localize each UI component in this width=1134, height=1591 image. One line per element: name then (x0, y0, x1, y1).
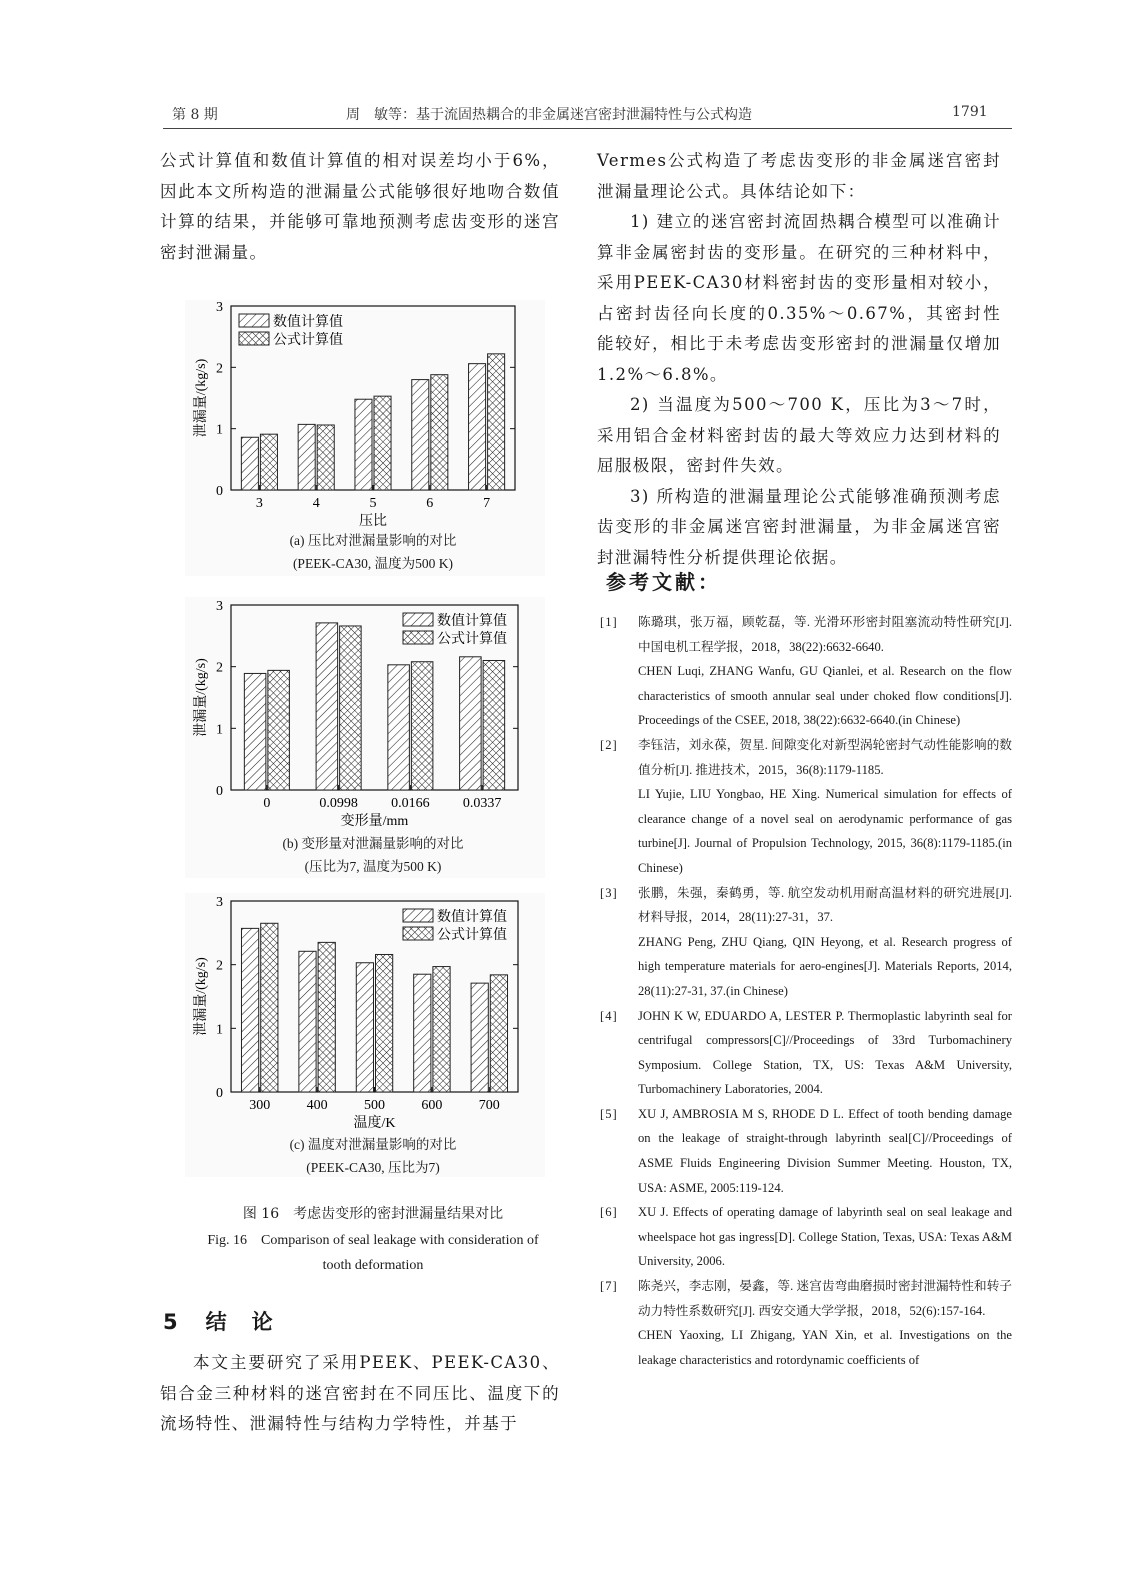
x-tick-label: 500 (364, 1098, 385, 1113)
legend-label: 公式计算值 (273, 333, 343, 348)
bar (317, 425, 334, 490)
legend-label: 数值计算值 (437, 614, 507, 629)
right-p3: 2) 当温度为500～700 K，压比为3～7时，采用铝合金材料密封齿的最大等效应力达到材料的屈服极限，密封件失效。 (597, 395, 1001, 475)
bar (241, 928, 258, 1092)
reference-body (638, 1274, 1012, 1372)
reference-body (638, 1102, 1012, 1200)
right-p2: 1) 建立的迷宫密封流固热耦合模型可以准确计算非金属密封齿的变形量。在研究的三种材料中，采用PEEK-CA30材料密封齿的变形量相对较小，占密封齿径向长度的0.35%～0.67%，其密封性能较好，相比于未考虑齿变形密封的泄漏量仅增加1.2%～6.8%。 (597, 212, 1001, 384)
running-title: 周 敏等：基于流固热耦合的非金属迷宫密封泄漏特性与公式构造 (346, 107, 752, 123)
chart-c-caption-1: (c) 温度对泄漏量影响的对比 (289, 1137, 457, 1152)
bar (412, 380, 429, 490)
legend-swatch (239, 332, 269, 345)
y-tick-label: 1 (216, 722, 223, 738)
bar (316, 623, 338, 790)
reference-item (600, 1200, 1012, 1274)
figure-caption-cn: 图 16 考虑齿变形的密封泄漏量结果对比 (242, 1206, 504, 1222)
reference-number: [4] (600, 1008, 618, 1023)
x-tick-label: 0.0337 (462, 796, 502, 811)
reference-body (638, 1200, 1012, 1274)
bar (490, 975, 507, 1092)
bar (411, 662, 433, 790)
section-heading (163, 1306, 275, 1336)
reference-cn: 陈璐琪，张万福，顾乾磊，等. 光滑环形密封阻塞流动特性研究[J]. 中国电机工程学报，2018，38(22):6632-6640. (638, 615, 1012, 654)
y-tick-label: 3 (216, 599, 223, 614)
references-heading: 参考文献： (606, 570, 721, 594)
reference-item (600, 1274, 1012, 1372)
y-tick-label: 1 (216, 422, 223, 438)
bar (241, 437, 258, 490)
left-top-paragraph (160, 146, 560, 268)
y-tick-label: 0 (216, 1086, 223, 1101)
bar (374, 396, 391, 490)
legend-label: 数值计算值 (273, 315, 343, 330)
bar (260, 434, 277, 490)
chart-c (185, 893, 545, 1131)
chart-a (185, 300, 545, 528)
legend-label: 公式计算值 (437, 632, 507, 647)
bar (460, 657, 482, 790)
bar (488, 354, 505, 490)
y-axis-label: 泄漏量/(kg/s) (194, 957, 209, 1036)
y-tick-label: 2 (216, 958, 223, 974)
conclusion-intro-text: 本文主要研究了采用PEEK、PEEK-CA30、铝合金三种材料的迷宫密封在不同压比、温度下的流场特性、泄漏特性与结构力学特性，并基于 (160, 1353, 560, 1433)
bar (483, 661, 505, 791)
y-tick-label: 2 (216, 361, 223, 377)
bar (433, 967, 450, 1092)
bar (244, 673, 266, 790)
x-tick-label: 5 (369, 496, 377, 511)
bar (431, 375, 448, 490)
page-number: 1791 (952, 104, 988, 120)
reference-en: ZHANG Peng, ZHU Qiang, QIN Heyong, et al. Research progress of high temperature materials for aero-engines[J]. Materials Reports, 2014, 28(11):27-31, 37.(in Chinese) (638, 934, 1012, 998)
reference-body (638, 610, 1012, 733)
left-paragraph-text: 公式计算值和数值计算值的相对误差均小于6%，因此本文所构造的泄漏量公式能够很好地吻合数值计算的结果，并能够可靠地预测考虑齿变形的迷宫密封泄漏量。 (160, 151, 560, 262)
issue-label: 第 8 期 (172, 107, 218, 123)
x-tick-label: 0.0998 (319, 796, 358, 811)
reference-en: XU J, AMBROSIA M S, RHODE D L. Effect of tooth bending damage on the leakage of straight-through labyrinth seal[C]//Proceedings of ASME Fluids Engineering Division Summer Meeting. Houston, TX, USA: ASME, 2005:119-124. (638, 1106, 1012, 1195)
reference-number: [6] (600, 1205, 618, 1220)
reference-cn: 李钰洁，刘永葆，贺星. 间隙变化对新型涡轮密封气动性能影响的数值分析[J]. 推进技术，2015，36(8):1179-1185. (638, 737, 1012, 777)
reference-item (600, 1004, 1012, 1102)
legend-swatch (403, 927, 433, 940)
chart-b-caption-1: (b) 变形量对泄漏量影响的对比 (282, 836, 464, 851)
chart-a-caption-1: (a) 压比对泄漏量影响的对比 (289, 533, 457, 548)
reference-list (600, 610, 1012, 1372)
chart-c-caption-2: (PEEK-CA30, 压比为7) (306, 1160, 440, 1175)
bar (355, 399, 372, 490)
right-p1: Vermes公式构造了考虑齿变形的非金属迷宫密封泄漏量理论公式。具体结论如下： (597, 151, 1001, 201)
x-tick-label: 0 (263, 796, 271, 811)
legend-label: 公式计算值 (437, 928, 507, 943)
reference-en: LI Yujie, LIU Yongbao, HE Xing. Numerical simulation for effects of clearance change of a novel seal on aerodynamic performance of gas turbine[J]. Journal of Propulsion Technology, 2015, 36(8):1179-1185.(in Chinese) (638, 787, 1012, 875)
bar (261, 923, 278, 1092)
reference-item (600, 881, 1012, 1004)
reference-en: CHEN Luqi, ZHANG Wanfu, GU Qianlei, et al. Research on the flow characteristics of smooth annular seal under choked flow conditions[J]. Proceedings of the CSEE, 2018, 38(22):6632-6640.(in Chinese) (638, 664, 1012, 728)
x-tick-label: 6 (426, 496, 434, 511)
x-axis-label: 压比 (359, 514, 387, 528)
reference-number: [5] (600, 1106, 618, 1121)
reference-item (600, 610, 1012, 733)
conclusion-intro (160, 1348, 560, 1440)
right-p4: 3) 所构造的泄漏量理论公式能够准确预测考虑齿变形的非金属迷宫密封泄漏量，为非金属迷宫密封泄漏特性分析提供理论依据。 (597, 486, 1001, 567)
bar (298, 424, 315, 490)
reference-en: CHEN Yaoxing, LI Zhigang, YAN Xin, et al. Investigations on the leakage characteristics and rotordynamic coefficients of (638, 1328, 1012, 1367)
reference-number: [7] (600, 1279, 618, 1294)
bar (388, 665, 410, 790)
x-tick-label: 0.0166 (391, 796, 430, 811)
figure-caption-en-2: tooth deformation (322, 1258, 424, 1273)
legend-swatch (403, 909, 433, 922)
x-tick-label: 300 (249, 1098, 271, 1113)
reference-cn: 陈尧兴，李志刚，晏鑫，等. 迷宫齿弯曲磨损时密封泄漏特性和转子动力特性系数研究[J]. 西安交通大学学报，2018，52(6):157-164. (638, 1279, 1012, 1318)
x-tick-label: 700 (478, 1098, 500, 1113)
x-tick-label: 3 (255, 496, 263, 511)
bar (414, 974, 431, 1092)
y-tick-label: 3 (216, 895, 223, 910)
x-tick-label: 4 (312, 496, 320, 511)
reference-cn: 张鹏，朱强，秦鹤勇，等. 航空发动机用耐高温材料的研究进展[J]. 材料导报，2014，28(11):27-31，37. (638, 885, 1012, 925)
x-tick-label: 400 (306, 1098, 328, 1113)
legend-swatch (239, 314, 269, 327)
bar (299, 951, 316, 1092)
right-column-text (597, 146, 1001, 573)
x-axis-label: 温度/K (353, 1116, 396, 1131)
bar (471, 983, 488, 1092)
bar (318, 942, 335, 1092)
y-tick-label: 3 (216, 300, 223, 315)
reference-body (638, 1004, 1012, 1102)
header-rule (163, 128, 1012, 129)
bar (356, 963, 373, 1092)
reference-en: XU J. Effects of operating damage of labyrinth seal on seal leakage and wheelspace hot gas ingress[D]. College Station, Texas, USA: Texas A&M University, 2006. (638, 1205, 1012, 1269)
chart-b-caption-2: (压比为7, 温度为500 K) (304, 859, 442, 874)
reference-item (600, 1102, 1012, 1200)
bar (340, 626, 362, 790)
section-number: 5 (163, 1310, 180, 1334)
figure-caption-en-1: Fig. 16 Comparison of seal leakage with consideration of (207, 1233, 539, 1248)
x-axis-label: 变形量/mm (340, 814, 409, 827)
y-tick-label: 0 (216, 484, 223, 499)
x-tick-label: 7 (483, 496, 491, 511)
chart-b (185, 597, 545, 827)
reference-en: JOHN K W, EDUARDO A, LESTER P. Thermoplastic labyrinth seal for centrifugal compressors[C]//Proceedings of 33rd Turbomachinery Symposium. College Station, TX, US: Texas A&M University, Turbomachinery Laboratories, 2004. (638, 1008, 1012, 1097)
legend-swatch (403, 613, 433, 626)
y-tick-label: 1 (216, 1022, 223, 1038)
y-tick-label: 2 (216, 660, 223, 676)
y-tick-label: 0 (216, 784, 223, 799)
bar (268, 670, 290, 790)
reference-number: [1] (600, 615, 618, 629)
reference-body (638, 733, 1012, 881)
section-title: 结 论 (205, 1310, 275, 1334)
reference-body (638, 881, 1012, 1004)
reference-number: [2] (600, 737, 618, 752)
legend-swatch (403, 631, 433, 644)
reference-number: [3] (600, 885, 618, 900)
x-tick-label: 600 (421, 1098, 443, 1113)
y-axis-label: 泄漏量/(kg/s) (194, 658, 209, 737)
reference-item (600, 733, 1012, 881)
legend-label: 数值计算值 (437, 910, 507, 925)
bar (469, 364, 486, 490)
bar (376, 954, 393, 1092)
chart-a-caption-2: (PEEK-CA30, 温度为500 K) (292, 556, 454, 571)
y-axis-label: 泄漏量/(kg/s) (194, 358, 209, 438)
